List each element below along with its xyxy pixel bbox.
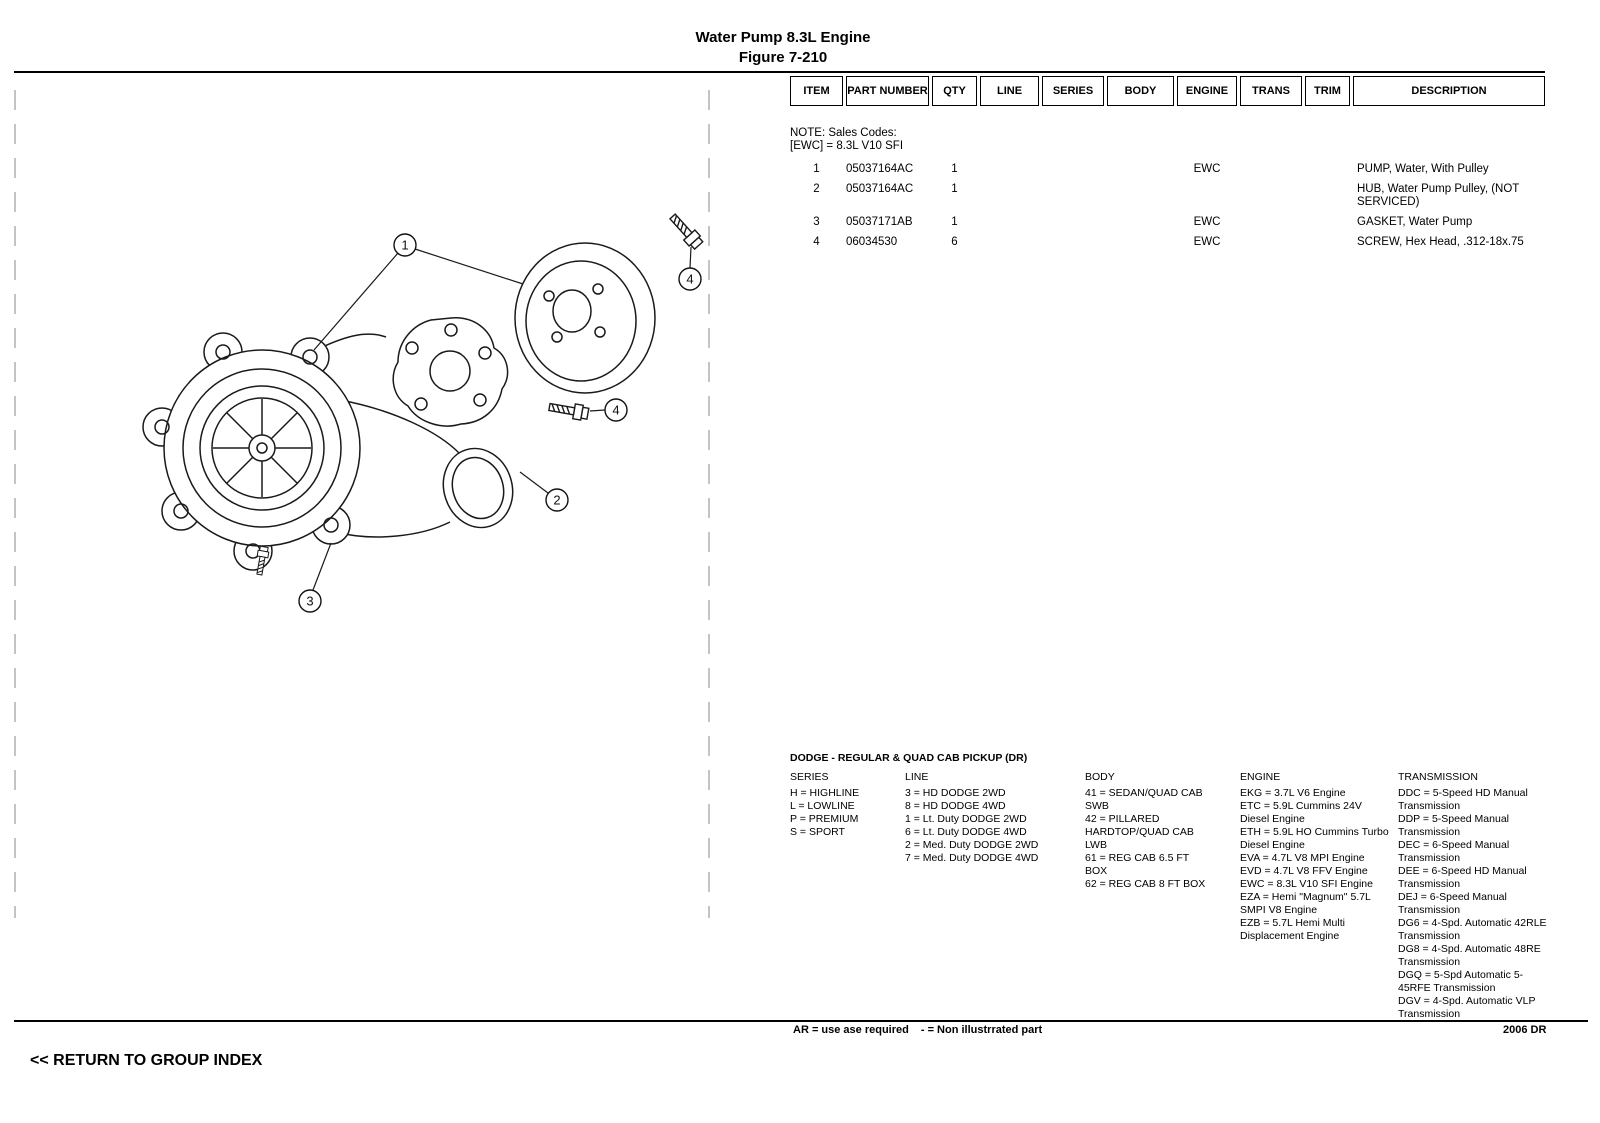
cell-item: 1 <box>813 163 820 175</box>
cell-part-number: 06034530 <box>846 236 898 248</box>
cell-qty: 1 <box>951 216 958 228</box>
cell-description: PUMP, Water, With Pulley <box>1357 163 1489 175</box>
callout-2 <box>546 489 568 511</box>
legend-entry: 6 = Lt. Duty DODGE 4WD <box>905 826 1027 838</box>
column-header-description: DESCRIPTION <box>1353 76 1545 106</box>
column-header-part-number: PART NUMBER <box>846 76 929 106</box>
hex-screw-top <box>667 211 704 250</box>
legend-entry: DDP = 5-Speed Manual Transmission <box>1398 813 1509 838</box>
legend-entry: S = SPORT <box>790 826 845 838</box>
note-line-2: [EWC] = 8.3L V10 SFI <box>790 140 904 152</box>
hex-screw-side <box>548 400 589 422</box>
legend-entries <box>905 787 1073 865</box>
legend-column-header: SERIES <box>790 771 829 783</box>
cell-item: 2 <box>813 183 820 195</box>
table-row <box>790 183 1545 209</box>
legend-entry: EVA = 4.7L V8 MPI Engine <box>1240 852 1365 864</box>
legend-entries <box>790 787 890 839</box>
water-pump-drawing <box>14 80 710 925</box>
legend-entry: EWC = 8.3L V10 SFI Engine <box>1240 878 1373 890</box>
legend-column-header: BODY <box>1085 771 1115 783</box>
column-header-engine: ENGINE <box>1177 76 1237 106</box>
legend-entry: 2 = Med. Duty DODGE 2WD <box>905 839 1039 851</box>
legend-column-body <box>1085 771 1212 891</box>
cell-part-number: 05037164AC <box>846 183 914 195</box>
legend-entry: ETC = 5.9L Cummins 24V Diesel Engine <box>1240 800 1362 825</box>
cell-description: GASKET, Water Pump <box>1357 216 1473 228</box>
cell-engine: EWC <box>1193 163 1221 175</box>
legend-entry: 61 = REG CAB 6.5 FT BOX <box>1085 852 1189 877</box>
legend-entry: DEJ = 6-Speed Manual Transmission <box>1398 891 1507 916</box>
cell-engine: EWC <box>1193 216 1221 228</box>
legend-entry: 3 = HD DODGE 2WD <box>905 787 1006 799</box>
legend-entry: DG6 = 4-Spd. Automatic 42RLE Transmission <box>1398 917 1547 942</box>
non-illustrated-note: - = Non illustrrated part <box>920 1024 1043 1036</box>
pump-body <box>143 333 360 570</box>
parts-list <box>790 76 1545 256</box>
parts-table-header <box>790 76 1545 106</box>
legend-entry: DGQ = 5-Spd Automatic 5-45RFE Transmission <box>1398 969 1524 994</box>
legend-entry: DEE = 6-Speed HD Manual Transmission <box>1398 865 1527 890</box>
table-row <box>790 216 1545 229</box>
legend-entry: 7 = Med. Duty DODGE 4WD <box>905 852 1039 864</box>
figure-number: Figure 7-210 <box>738 49 828 66</box>
table-row <box>790 163 1545 176</box>
callout-1 <box>394 234 416 256</box>
sales-codes-note <box>790 127 1545 153</box>
note-line-1: NOTE: Sales Codes: <box>790 127 897 139</box>
column-header-series: SERIES <box>1042 76 1104 106</box>
legend-entry: L = LOWLINE <box>790 800 855 812</box>
legend-entry: 41 = SEDAN/QUAD CAB SWB <box>1085 787 1203 812</box>
legend-entry: 42 = PILLARED HARDTOP/QUAD CAB LWB <box>1085 813 1194 851</box>
catalog-year-code: 2006 DR <box>1503 1024 1547 1036</box>
legend-entry: DGV = 4-Spd. Automatic VLP Transmission <box>1398 995 1536 1020</box>
figure-title-block <box>483 28 1083 68</box>
parts-table-body <box>790 163 1545 249</box>
legend-entry: EZB = 5.7L Hemi Multi Displacement Engine <box>1240 917 1345 942</box>
legend-entry: EZA = Hemi "Magnum" 5.7L SMPI V8 Engine <box>1240 891 1371 916</box>
legend-column-header: TRANSMISSION <box>1398 771 1478 783</box>
legend-entry: H = HIGHLINE <box>790 787 860 799</box>
sales-code-legend <box>790 752 1555 1020</box>
legend-column-series <box>790 771 890 839</box>
callout-3-label: 3 <box>306 593 314 609</box>
footer-divider <box>14 1020 1588 1022</box>
callout-4-top-label: 4 <box>686 271 694 287</box>
legend-entries <box>1085 787 1212 891</box>
callout-3 <box>299 590 321 612</box>
legend-entries <box>1398 787 1555 1021</box>
footer-note <box>793 1024 1042 1036</box>
column-header-qty: QTY <box>932 76 977 106</box>
gasket <box>393 318 507 426</box>
cell-description: HUB, Water Pump Pulley, (NOT SERVICED) <box>1357 183 1520 208</box>
cell-part-number: 05037164AC <box>846 163 914 175</box>
legend-entry: ETH = 5.9L HO Cummins Turbo Diesel Engine <box>1240 826 1389 851</box>
ar-note: AR = use ase required <box>793 1024 909 1036</box>
legend-entry: DDC = 5-Speed HD Manual Transmission <box>1398 787 1528 812</box>
pulley <box>515 243 655 393</box>
legend-title: DODGE - REGULAR & QUAD CAB PICKUP (DR) <box>790 752 1028 764</box>
cell-engine: EWC <box>1193 236 1221 248</box>
legend-column-line <box>905 771 1073 865</box>
column-header-trim: TRIM <box>1305 76 1350 106</box>
cell-item: 3 <box>813 216 820 228</box>
cell-qty: 6 <box>951 236 958 248</box>
legend-entry: EKG = 3.7L V6 Engine <box>1240 787 1346 799</box>
legend-column-engine <box>1240 771 1392 943</box>
return-to-group-index-link[interactable]: << RETURN TO GROUP INDEX <box>30 1052 263 1069</box>
callout-4-top <box>679 268 701 290</box>
legend-entries <box>1240 787 1392 943</box>
legend-column-header: ENGINE <box>1240 771 1281 783</box>
legend-entry: 8 = HD DODGE 4WD <box>905 800 1006 812</box>
column-header-trans: TRANS <box>1240 76 1302 106</box>
legend-entry: 62 = REG CAB 8 FT BOX <box>1085 878 1206 890</box>
legend-column-transmission <box>1398 771 1555 1021</box>
callout-4-side-label: 4 <box>612 402 620 418</box>
cell-description: SCREW, Hex Head, .312-18x.75 <box>1357 236 1524 248</box>
legend-entry: 1 = Lt. Duty DODGE 2WD <box>905 813 1027 825</box>
header-divider <box>14 71 1545 73</box>
legend-entry: EVD = 4.7L V8 FFV Engine <box>1240 865 1368 877</box>
legend-entry: DG8 = 4-Spd. Automatic 48RE Transmission <box>1398 943 1541 968</box>
legend-entry: P = PREMIUM <box>790 813 859 825</box>
cell-qty: 1 <box>951 163 958 175</box>
cell-qty: 1 <box>951 183 958 195</box>
callout-2-label: 2 <box>553 492 561 508</box>
column-header-item: ITEM <box>790 76 843 106</box>
callout-1-label: 1 <box>401 237 409 253</box>
parts-diagram <box>14 80 710 925</box>
legend-column-header: LINE <box>905 771 929 783</box>
figure-name: Water Pump 8.3L Engine <box>695 29 871 46</box>
cell-part-number: 05037171AB <box>846 216 913 228</box>
cell-item: 4 <box>813 236 820 248</box>
column-header-body: BODY <box>1107 76 1174 106</box>
table-row <box>790 236 1545 249</box>
callout-4-side <box>605 399 627 421</box>
legend-entry: DEC = 6-Speed Manual Transmission <box>1398 839 1510 864</box>
column-header-line: LINE <box>980 76 1039 106</box>
